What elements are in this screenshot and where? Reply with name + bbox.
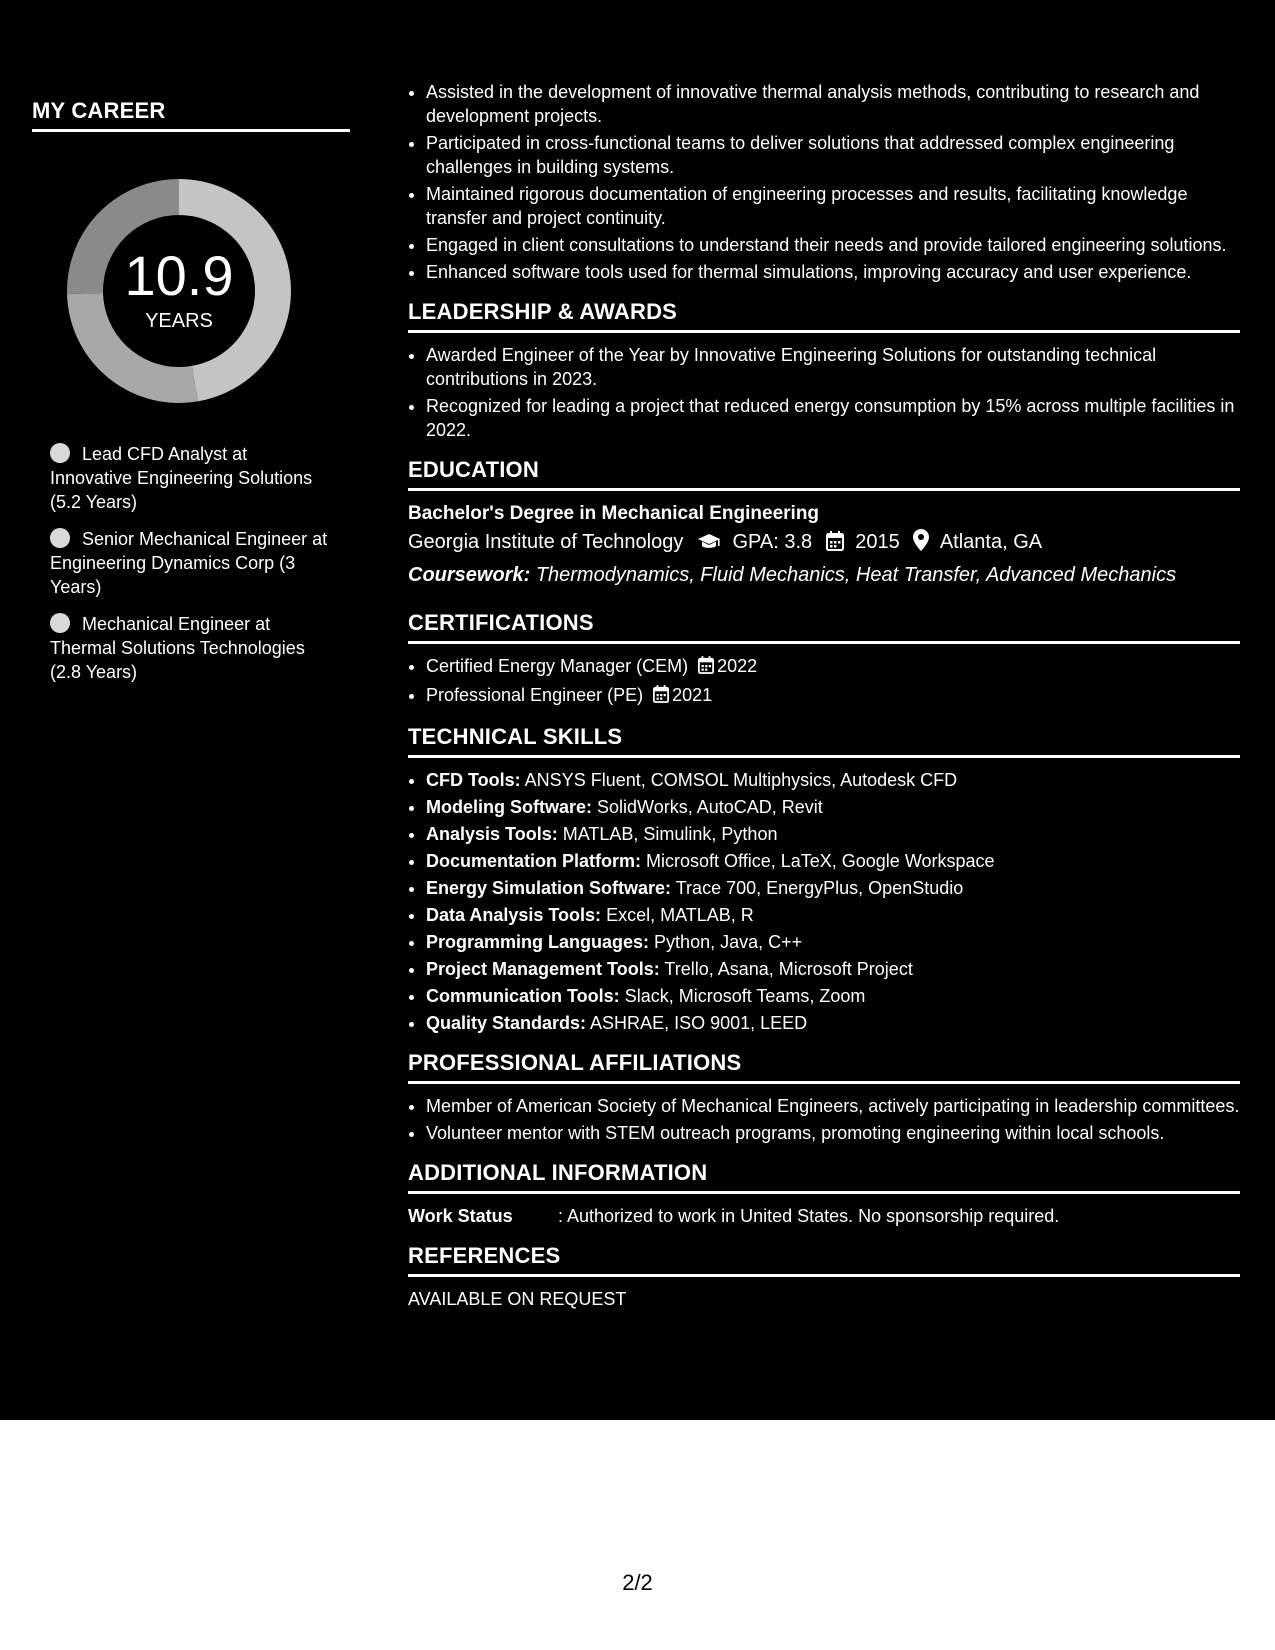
education-details [408,527,1240,560]
work-status-value: : Authorized to work in United States. No sponsorship required. [558,1206,1060,1226]
education-coursework [408,560,1240,590]
list-item: • Volunteer mentor with STEM outreach programs, promoting engineering within local schools. [426,1121,1240,1145]
list-item: • Communication Tools: Slack, Microsoft Teams, Zoom [426,984,1240,1008]
list-item: • Engaged in client consultations to understand their needs and provide tailored engineering solutions. [426,233,1240,257]
education-school: Georgia Institute of Technology [408,531,684,553]
career-total-years: 10.9 [124,244,234,307]
additional-title: ADDITIONAL INFORMATION [408,1160,1240,1194]
calendar-icon [826,530,844,560]
coursework-value: Thermodynamics, Fluid Mechanics, Heat Transfer, Advanced Mechanics [535,564,1177,586]
bullet-dot-icon [50,613,70,633]
list-item: • Energy Simulation Software: Trace 700, EnergyPlus, OpenStudio [426,876,1240,900]
list-item: • Data Analysis Tools: Excel, MATLAB, R [426,903,1240,927]
list-item: • CFD Tools: ANSYS Fluent, COMSOL Multiphysics, Autodesk CFD [426,768,1240,792]
bullet-dot-icon [50,443,70,463]
list-item: • Awarded Engineer of the Year by Innovative Engineering Solutions for outstanding technical contributions in 2023. [426,343,1240,391]
list-item: • Assisted in the development of innovative thermal analysis methods, contributing to research and development projects. [426,80,1240,128]
experience-bullets [408,80,1240,284]
list-item: • Enhanced software tools used for thermal simulations, improving accuracy and user experience. [426,260,1240,284]
list-item: • Recognized for leading a project that reduced energy consumption by 15% across multiple facilities in 2022. [426,394,1240,442]
list-item: • Project Management Tools: Trello, Asana, Microsoft Project [426,957,1240,981]
calendar-icon [653,685,669,709]
work-status-row [408,1204,1240,1228]
education-title: EDUCATION [408,457,1240,491]
list-item: • Member of American Society of Mechanical Engineers, actively participating in leadership committees. [426,1094,1240,1118]
leadership-title: LEADERSHIP & AWARDS [408,299,1240,333]
references-title: REFERENCES [408,1243,1240,1277]
calendar-icon [698,656,714,680]
skills-title: TECHNICAL SKILLS [408,724,1240,758]
career-item: Mechanical Engineer at Thermal Solutions Technologies (2.8 Years) [50,614,305,682]
left-column [32,98,350,697]
list-item: • Certified Energy Manager (CEM) 2022 [426,654,1240,680]
page-number: 2/2 [622,1570,653,1595]
list-item: • Quality Standards: ASHRAE, ISO 9001, LEED [426,1011,1240,1035]
affiliations-list [408,1094,1240,1145]
education-location: Atlanta, GA [939,531,1043,553]
list-item: • Analysis Tools: MATLAB, Simulink, Python [426,822,1240,846]
education-degree: Bachelor's Degree in Mechanical Engineering [408,503,820,524]
coursework-label: Coursework: [408,564,531,586]
career-title: MY CAREER [32,98,350,132]
references-text: AVAILABLE ON REQUEST [408,1289,627,1309]
list-item: • Programming Languages: Python, Java, C++ [426,930,1240,954]
career-item: Senior Mechanical Engineer at Engineering Dynamics Corp (3 Years) [50,529,328,597]
education-year: 2015 [855,531,900,553]
leadership-list [408,343,1240,442]
graduation-cap-icon [697,530,721,560]
right-column [408,80,1240,1311]
education-gpa: GPA: 3.8 [732,531,813,553]
list-item: • Modeling Software: SolidWorks, AutoCAD, Revit [426,795,1240,819]
career-total-unit: YEARS [145,310,213,332]
list-item: • Documentation Platform: Microsoft Office, LaTeX, Google Workspace [426,849,1240,873]
certifications-list [408,654,1240,709]
list-item: • Maintained rigorous documentation of engineering processes and results, facilitating knowledge transfer and project continuity. [426,182,1240,230]
affiliations-title: PROFESSIONAL AFFILIATIONS [408,1050,1240,1084]
list-item: • Participated in cross-functional teams to deliver solutions that addressed complex engineering challenges in building systems. [426,131,1240,179]
map-pin-icon [913,529,929,560]
skills-list [408,768,1240,1035]
certifications-title: CERTIFICATIONS [408,610,1240,644]
career-donut-chart [64,176,294,406]
work-status-label: Work Status [408,1206,513,1226]
bullet-dot-icon [50,528,70,548]
list-item: • Professional Engineer (PE) 2021 [426,683,1240,709]
career-item: Lead CFD Analyst at Innovative Engineering Solutions (5.2 Years) [50,444,313,512]
career-list [50,442,350,684]
